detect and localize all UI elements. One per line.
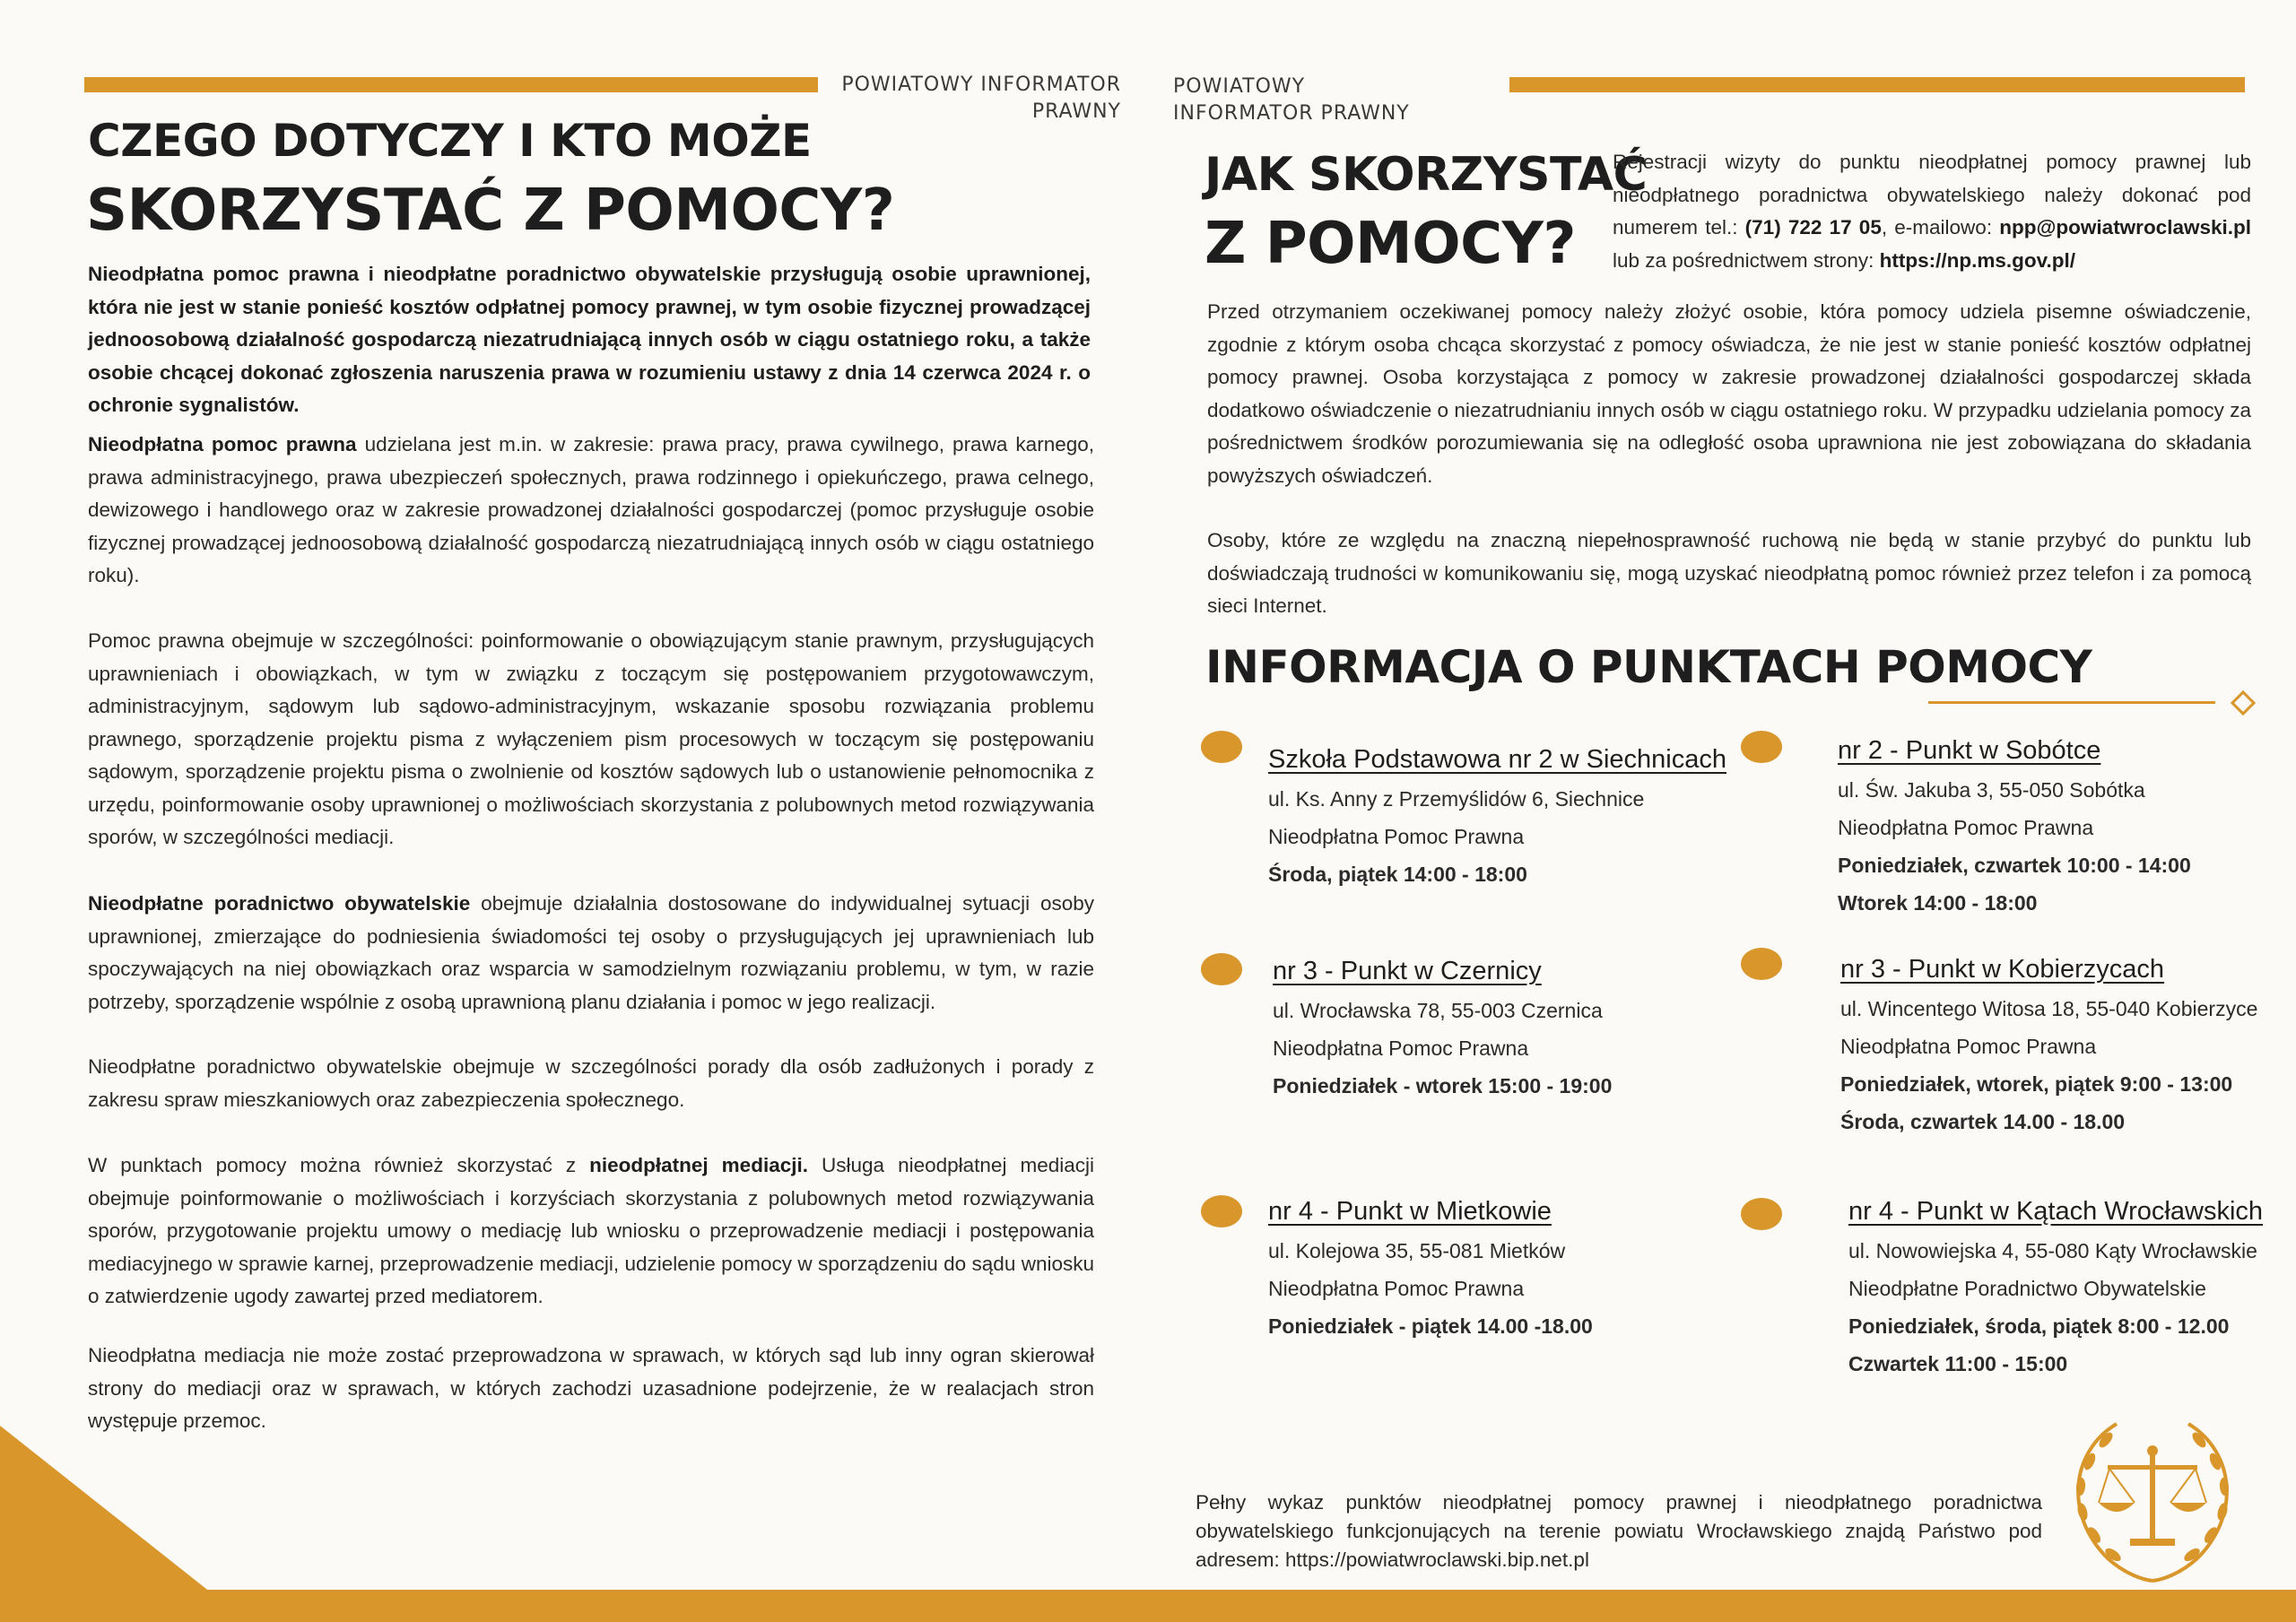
footer-paragraph: Pełny wykaz punktów nieodpłatnej pomocy prawnej i nieodpłatnego poradnictwa obywatelskiego funkcjonujących na terenie powiatu Wrocławskiego znajdą Państwo pod adresem: https://powiatwroclawski.bip.net.pl bbox=[1196, 1491, 2042, 1571]
point-1-hours: Środa, piątek 14:00 - 18:00 bbox=[1268, 863, 1527, 886]
left-paragraph-3-text: obejmuje działalnia dostosowane do indywidualnej sytuacji osoby uprawnionej, zmierzające do podniesienia świadomości tej osoby o przysługujących jej uprawnieniach lub spoczywających na niej obowiązkach oraz wsparcia w samodzielnym rozwiązaniu problemu, w tym, w razie potrzeby, sporządzenie wspólnie z osobą uprawnioną planu działania i pomoc w jego realizacji. bbox=[88, 892, 1094, 1013]
left-paragraph-4: Nieodpłatne poradnictwo obywatelskie obejmuje w szczególności porady dla osób zadłużonych i porady z zakresu spraw mieszkaniowych oraz zabezpieczenia społecznego. bbox=[88, 1055, 1094, 1111]
right-header-label: POWIATOWY INFORMATOR PRAWNY bbox=[1173, 75, 1410, 125]
registration-text: Rejestracji wizyty do punktu nieodpłatnej pomocy prawnej lub nieodpłatnego poradnictwa obywatelskiego należy dokonać pod numerem tel.: bbox=[1613, 151, 2251, 239]
point-5-hours: Poniedziałek - piątek 14.00 -18.00 bbox=[1268, 1314, 1593, 1338]
point-6-address: ul. Nowowiejska 4, 55-080 Kąty Wrocławskie bbox=[1848, 1239, 2257, 1262]
points-section-title: INFORMACJA O PUNKTACH POMOCY bbox=[1205, 641, 2092, 693]
point-6-hours-1: Poniedziałek, środa, piątek 8:00 - 12.00 bbox=[1848, 1314, 2230, 1338]
right-title-line1: JAK SKORZYSTAĆ bbox=[1205, 148, 1648, 202]
point-2-hours-2: Wtorek 14:00 - 18:00 bbox=[1838, 891, 2038, 915]
point-6-hours-2: Czwartek 11:00 - 15:00 bbox=[1848, 1352, 2068, 1375]
left-paragraph-5 bbox=[88, 1149, 1094, 1314]
top-left-accent-bar bbox=[84, 77, 818, 92]
left-paragraph-5-text: Usługa nieodpłatnej mediacji obejmuje poinformowanie o możliwościach i korzyściach skorzystania z polubownych metod rozwiązywania sporów, przygotowanie projektu umowy o mediację lub wniosku o przeprowadzenie mediacji i postępowania mediacyjnego w sprawie karnej, przeprowadzenie mediacji, udzielenie pomocy w sporządzeniu do sądu wniosku o zatwierdzenie ugody zawartej przed mediatorem. bbox=[88, 1154, 1094, 1307]
left-header-label: POWIATOWY INFORMATOR PRAWNY bbox=[841, 74, 1121, 123]
left-paragraph-3 bbox=[88, 888, 1094, 1019]
point-4-type: Nieodpłatna Pomoc Prawna bbox=[1840, 1035, 2097, 1058]
left-paragraph-5-bold: nieodpłatnej mediacji. bbox=[589, 1154, 808, 1176]
left-title-line1: CZEGO DOTYCZY I KTO MOŻE bbox=[88, 115, 812, 167]
point-2-type: Nieodpłatna Pomoc Prawna bbox=[1838, 816, 2094, 839]
section-divider-line bbox=[1928, 701, 2215, 704]
point-6-marker bbox=[1741, 1198, 1782, 1230]
right-paragraph-1: Przed otrzymaniem oczekiwanej pomocy należy złożyć osobie, która pomocy udziela pisemne oświadczenie, zgodnie z którym osoba chcąca skorzystać z pomocy oświadcza, że nie jest w stanie ponieść kosztów odpłatnej pomocy prawnej. Osoba korzystająca z pomocy w zakresie prowadzonej działalności gospodarczej składa dodatkowo oświadczenie o niezatrudnianiu innych osób w ciągu ostatniego roku. W przypadku udzielania pomocy za pośrednictwem środków porozumiewania się na odległość osoba uprawniona nie jest zobowiązana do składania powyższych oświadczeń. bbox=[1207, 300, 2251, 487]
left-paragraph-3-bold: Nieodpłatne poradnictwo obywatelskie bbox=[88, 892, 471, 915]
bottom-accent-bar bbox=[0, 1590, 2296, 1622]
point-2 bbox=[1838, 730, 2286, 922]
point-5-marker bbox=[1201, 1195, 1242, 1227]
right-paragraph-2: Osoby, które ze względu na znaczną niepełnosprawność ruchową nie będą w stanie przybyć do punktu lub doświadczają trudności w komunikowaniu się, mogą uzyskać nieodpłatną pomoc również przez telefon i za pomocą sieci Internet. bbox=[1207, 529, 2251, 617]
point-6-title: nr 4 - Punkt w Kątach Wrocławskich bbox=[1848, 1197, 2264, 1226]
left-title-line2: SKORZYSTAĆ Z POMOCY? bbox=[86, 178, 895, 244]
left-paragraph-1-text: udzielana jest m.in. w zakresie: prawa pracy, prawa cywilnego, prawa karnego, prawa administracyjnego, prawa ubezpieczeń społecznych, prawa rodzinnego i opiekuńczego, prawa celnego, dewizowego i handlowego oraz w zakresie prowadzonej działalności gospodarczej (pomoc przysługuje osobie fizycznej prowadzącej jednoosobową działalność gospodarczą niezatrudniającą innych osób w ciągu ostatniego roku). bbox=[88, 433, 1094, 586]
point-2-hours-1: Poniedziałek, czwartek 10:00 - 14:00 bbox=[1838, 854, 2191, 877]
point-1 bbox=[1268, 739, 1770, 893]
point-3-marker bbox=[1201, 953, 1242, 985]
left-paragraph-5-pre: W punktach pomocy można również skorzystać z bbox=[88, 1154, 590, 1176]
point-3-title: nr 3 - Punkt w Czernicy bbox=[1273, 957, 1542, 985]
left-paragraph-6: Nieodpłatna mediacja nie może zostać przeprowadzona w sprawach, w których sąd lub inny ogran skierował strony do mediacji oraz w sprawach, w których zachodzi uzasadnione podejrzenie, że w realacjach stron występuje przemoc. bbox=[88, 1344, 1094, 1432]
left-paragraph-1-bold: Nieodpłatna pomoc prawna bbox=[88, 433, 357, 455]
point-4-marker bbox=[1741, 948, 1782, 980]
point-2-title: nr 2 - Punkt w Sobótce bbox=[1838, 736, 2101, 765]
corner-triangle bbox=[0, 1426, 215, 1596]
registration-mid: , e-mailowo: bbox=[1881, 216, 2000, 239]
registration-paragraph bbox=[1613, 146, 2251, 277]
point-6-type: Nieodpłatne Poradnictwo Obywatelskie bbox=[1848, 1277, 2206, 1300]
registration-email[interactable]: npp@powiatwroclawski.pl bbox=[1999, 216, 2251, 239]
point-4-address: ul. Wincentego Witosa 18, 55-040 Kobierzyce bbox=[1840, 997, 2258, 1020]
scales-of-justice-laurel-icon bbox=[2054, 1406, 2251, 1585]
point-5-address: ul. Kolejowa 35, 55-081 Mietków bbox=[1268, 1239, 1566, 1262]
registration-mid2: lub za pośrednictwem strony: bbox=[1613, 248, 1880, 272]
left-paragraph-1 bbox=[88, 429, 1094, 593]
point-4-hours-2: Środa, czwartek 14.00 - 18.00 bbox=[1840, 1110, 2126, 1133]
point-5 bbox=[1268, 1191, 1735, 1345]
point-1-title: Szkoła Podstawowa nr 2 w Siechnicach bbox=[1268, 745, 1726, 774]
point-5-title: nr 4 - Punkt w Mietkowie bbox=[1268, 1197, 1552, 1226]
point-5-type: Nieodpłatna Pomoc Prawna bbox=[1268, 1277, 1525, 1300]
section-divider-diamond bbox=[2231, 690, 2256, 716]
point-4-hours-1: Poniedziałek, wtorek, piątek 9:00 - 13:00 bbox=[1840, 1072, 2233, 1096]
point-1-marker bbox=[1201, 731, 1242, 763]
left-intro-paragraph: Nieodpłatna pomoc prawna i nieodpłatne poradnictwo obywatelskie przysługują osobie uprawnionej, która nie jest w stanie ponieść kosztów odpłatnej pomocy prawnej, w tym osobie fizycznej prowadzącej jednoosobową działalność gospodarczą niezatrudniającą innych osób w ciągu ostatniego roku, a także osobie chcącej dokonać zgłoszenia naruszenia prawa w rozumieniu ustawy z dnia 14 czerwca 2024 r. o ochronie sygnalistów. bbox=[88, 263, 1091, 416]
point-1-type: Nieodpłatna Pomoc Prawna bbox=[1268, 825, 1525, 848]
registration-phone[interactable]: (71) 722 17 05 bbox=[1744, 216, 1882, 239]
point-2-address: ul. Św. Jakuba 3, 55-050 Sobótka bbox=[1838, 778, 2145, 802]
point-4-title: nr 3 - Punkt w Kobierzycach bbox=[1840, 955, 2165, 984]
point-3-hours: Poniedziałek - wtorek 15:00 - 19:00 bbox=[1273, 1074, 1613, 1097]
left-paragraph-2: Pomoc prawna obejmuje w szczególności: poinformowanie o obowiązującym stanie prawnym, przysługujących uprawnieniach i obowiązkach, w tym w związku z toczącym się postępowaniem przygotowawczym, administracyjnym, sądowym lub sądowo-administracyjnym, wskazanie sposobu rozwiązania problemu prawnego, sporządzenie projektu pisma z wyłączeniem pism procesowych w toczącym się postępowaniu sądowym, sporządzenie projektu pisma o zwolnienie od kosztów sądowych lub o ustanowienie pełnomocnika z urzędu, poinformowanie osoby uprawnionej o możliwościach skorzystania z polubownych metod rozwiązywania sporów, w szczególności mediacji. bbox=[88, 629, 1094, 848]
point-4 bbox=[1840, 949, 2289, 1141]
point-6 bbox=[1848, 1191, 2292, 1383]
registration-url[interactable]: https://np.ms.gov.pl/ bbox=[1879, 248, 2075, 272]
point-2-marker bbox=[1741, 731, 1782, 763]
point-1-address: ul. Ks. Anny z Przemyślidów 6, Siechnice bbox=[1268, 787, 1645, 811]
point-3-type: Nieodpłatna Pomoc Prawna bbox=[1273, 1037, 1529, 1060]
point-3 bbox=[1273, 950, 1739, 1105]
point-3-address: ul. Wrocławska 78, 55-003 Czernica bbox=[1273, 999, 1603, 1022]
right-title-line2: Z POMOCY? bbox=[1205, 211, 1577, 277]
top-right-accent-bar bbox=[1509, 77, 2245, 92]
